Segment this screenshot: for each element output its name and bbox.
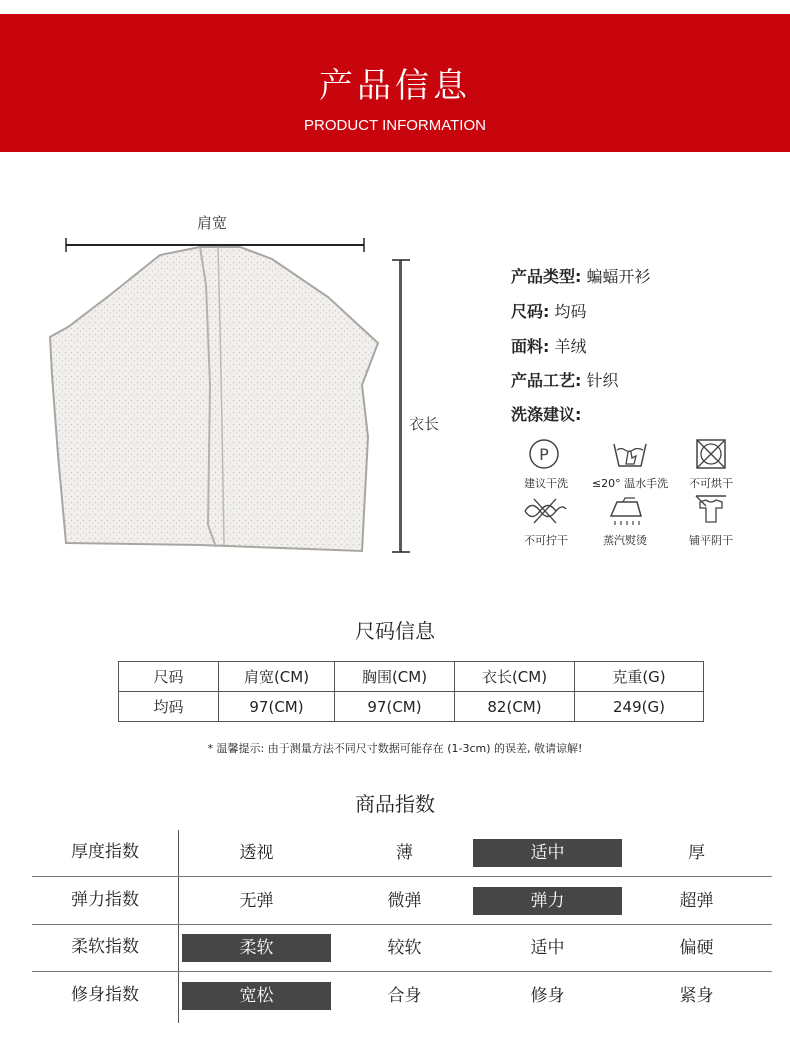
spec-type: 产品类型: 蝙蝠开衫 xyxy=(511,267,651,286)
index-title: 商品指数 xyxy=(355,792,435,816)
size-table-header xyxy=(119,662,704,692)
table-cell: 97(CM) xyxy=(219,692,335,722)
index-option-selected: 柔软 xyxy=(182,934,331,962)
spec-care: 洗涤建议: xyxy=(511,405,582,424)
index-option-selected: 适中 xyxy=(473,839,622,867)
care-label-dry-clean: 建议干洗 xyxy=(524,477,568,490)
page-title: 产品信息 xyxy=(319,66,471,106)
table-header-cell: 克重(G) xyxy=(575,662,704,692)
index-option: 超弹 xyxy=(679,891,714,911)
table-row xyxy=(119,692,704,722)
index-option: 无弹 xyxy=(239,891,274,911)
page-subtitle: PRODUCT INFORMATION xyxy=(304,117,486,134)
no-wring-icon xyxy=(522,496,568,526)
index-option: 修身 xyxy=(530,986,565,1006)
index-option: 较软 xyxy=(387,938,422,958)
index-row-name: 厚度指数 xyxy=(71,842,139,862)
size-note: * 温馨提示: 由于测量方法不同尺寸数据可能存在 (1-3cm) 的误差, 敬请谅解! xyxy=(207,742,583,755)
index-option-selected: 弹力 xyxy=(473,887,622,915)
index-option: 合身 xyxy=(387,986,422,1006)
index-divider xyxy=(178,830,179,1023)
index-row-name: 修身指数 xyxy=(71,985,139,1005)
garment-shape xyxy=(50,247,378,551)
spec-fabric: 面料: 羊绒 xyxy=(511,337,587,356)
table-cell: 82(CM) xyxy=(455,692,575,722)
index-option: 偏硬 xyxy=(679,938,714,958)
length-measure-bracket xyxy=(390,258,420,554)
index-row-name: 弹力指数 xyxy=(71,890,139,910)
care-label-hand-wash: ≤20° 温水手洗 xyxy=(591,477,669,490)
index-option-selected: 宽松 xyxy=(182,982,331,1010)
length-label: 衣长 xyxy=(409,415,440,433)
index-option: 适中 xyxy=(530,938,565,958)
table-cell: 97(CM) xyxy=(335,692,455,722)
spec-craft: 产品工艺: 针织 xyxy=(511,371,619,390)
size-table xyxy=(118,661,704,722)
spec-size: 尺码: 均码 xyxy=(511,302,587,321)
care-label-no-tumble-dry: 不可烘干 xyxy=(689,477,733,490)
table-header-cell: 胸围(CM) xyxy=(335,662,455,692)
header-banner xyxy=(0,14,790,152)
shoulder-width-label: 肩宽 xyxy=(197,214,228,232)
dry-flat-shade-icon xyxy=(694,494,728,526)
care-label-steam-iron: 蒸汽熨烫 xyxy=(603,534,647,547)
index-option: 微弹 xyxy=(387,891,422,911)
hand-wash-icon xyxy=(612,438,648,470)
row-divider xyxy=(32,924,772,925)
index-option: 薄 xyxy=(396,843,413,863)
table-header-cell: 衣长(CM) xyxy=(455,662,575,692)
dry-clean-p-icon xyxy=(527,437,561,471)
care-label-dry-flat: 铺平阴干 xyxy=(689,534,733,547)
index-option: 透视 xyxy=(239,843,274,863)
table-cell: 249(G) xyxy=(575,692,704,722)
index-row-name: 柔软指数 xyxy=(71,937,139,957)
size-info-title: 尺码信息 xyxy=(355,619,435,643)
no-tumble-dry-icon xyxy=(695,438,727,470)
care-label-no-wring: 不可拧干 xyxy=(524,534,568,547)
table-header-cell: 尺码 xyxy=(119,662,219,692)
svg-text:P: P xyxy=(539,445,549,464)
index-option: 厚 xyxy=(688,843,705,863)
steam-iron-icon xyxy=(607,496,647,526)
garment-diagram xyxy=(40,225,400,565)
index-option: 紧身 xyxy=(679,986,714,1006)
row-divider xyxy=(32,971,772,972)
row-divider xyxy=(32,876,772,877)
table-cell: 均码 xyxy=(119,692,219,722)
table-header-cell: 肩宽(CM) xyxy=(219,662,335,692)
